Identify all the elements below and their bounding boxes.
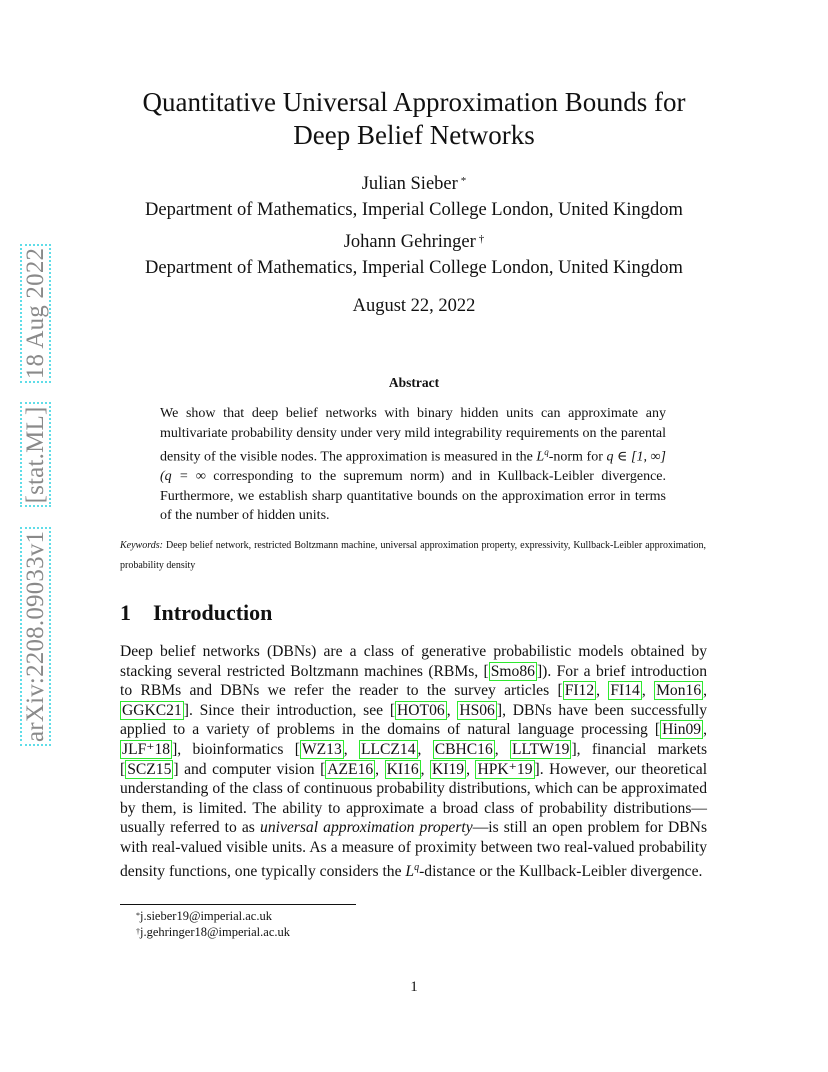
- citation-link[interactable]: CBHC16: [434, 740, 493, 758]
- citation-link[interactable]: HPK⁺19: [477, 760, 533, 778]
- author-2-name: Johann Gehringer †: [343, 232, 485, 252]
- citation-link[interactable]: GGKC21: [122, 701, 182, 719]
- citation-link[interactable]: Hin09: [662, 721, 702, 739]
- citation-link[interactable]: LLCZ14: [360, 740, 416, 758]
- author-1-footnote-mark[interactable]: *: [460, 175, 467, 187]
- abstract-text: We show that deep belief networks with binary hidden units can approximate any multivariate probability density under very mild integrability requirements on the parental density of the visible nodes. The approximation is measured in the $L^q$-norm for q ∈ [1, ∞] (q = ∞ corresponding to the supremum norm) and in Kullback-Leibler divergence. Furthermore, we establish sharp quantitative bounds on the approximation error in terms of the number of hidden units.: [160, 406, 667, 524]
- abstract-heading: Abstract: [388, 375, 440, 390]
- section-title: Introduction: [153, 600, 273, 625]
- citation-link[interactable]: KI16: [386, 760, 419, 778]
- keywords-label: Keywords:: [120, 540, 163, 551]
- citation-link[interactable]: JLF⁺18: [122, 740, 171, 758]
- section-heading: [120, 600, 272, 626]
- introduction-paragraph: Deep belief networks (DBNs) are a class of generative probabilistic models obtained by stacking several restricted Boltzmann machines (RBMs, [ Smo86 ]). For a brief introduction to RBMs and DBNs we refer the reader to the survey articles [ FI12 , FI14 , Mon16 , GGKC21 ]. Since their introduction, see [ HOT06 , HS06 ], DBNs have been successfully applied to a variety of problems in the domains of natural language processing [ Hin09 , JLF⁺18 ], bioinformatics [ WZ13 , LLCZ14 , CBHC16 , LLTW19 ], financial markets [ SCZ15 ] and computer vision [ AZE16 , KI16 , KI19 , HPK⁺19 ]. However, our theoretical understanding of the class of continuous probability distributions, which can be approximated by them, is limited. The ability to approximate a broad class of probability distributions—usually referred to as universal approximation property—is still an open problem for DBNs with real-valued visible units. As a measure of proximity between two real-valued probability density functions, one typically considers the $L^q$-distance or the Kullback-Leibler divergence.: [120, 643, 708, 880]
- author-2-footnote-mark[interactable]: †: [478, 233, 485, 245]
- page-number: 1: [410, 979, 418, 995]
- footnote-1: *j.sieber19@imperial.ac.uk: [136, 909, 272, 923]
- citation-link[interactable]: HS06: [459, 701, 495, 719]
- paper-date: August 22, 2022: [352, 296, 476, 316]
- citation-link[interactable]: FI12: [564, 682, 595, 700]
- author-1-name: Julian Sieber *: [361, 174, 467, 194]
- citation-link[interactable]: Smo86: [490, 662, 535, 680]
- citation-link[interactable]: AZE16: [327, 760, 374, 778]
- arxiv-id-link[interactable]: arXiv:2208.09033v1: [20, 527, 51, 746]
- citation-link[interactable]: WZ13: [301, 740, 342, 758]
- title-line-2: Deep Belief Networks: [293, 120, 535, 150]
- citation-link[interactable]: Mon16: [656, 682, 702, 700]
- citation-link[interactable]: KI19: [432, 760, 465, 778]
- author-1-affiliation: Department of Mathematics, Imperial College London, United Kingdom: [145, 200, 683, 220]
- arxiv-category-link[interactable]: [stat.ML]: [20, 403, 51, 508]
- title-line-1: Quantitative Universal Approximation Bounds for: [142, 87, 686, 117]
- citation-link[interactable]: HOT06: [397, 701, 445, 719]
- keywords-text: Deep belief network, restricted Boltzmann machine, universal approximation property, expressivity, Kullback-Leibler approximation, probability density: [120, 540, 706, 571]
- arxiv-identifier: [22, 244, 50, 746]
- citation-link[interactable]: SCZ15: [127, 760, 172, 778]
- footnotes: [136, 908, 290, 940]
- paper-title: [0, 86, 828, 152]
- keywords: [120, 536, 706, 576]
- section-number: 1: [120, 600, 131, 625]
- arxiv-date[interactable]: 18 Aug 2022: [20, 244, 51, 383]
- footnote-rule: [120, 904, 356, 905]
- citation-link[interactable]: LLTW19: [511, 740, 570, 758]
- author-2-affiliation: Department of Mathematics, Imperial College London, United Kingdom: [145, 258, 683, 278]
- footnote-2: †j.gehringer18@imperial.ac.uk: [136, 925, 290, 939]
- citation-link[interactable]: FI14: [610, 682, 640, 700]
